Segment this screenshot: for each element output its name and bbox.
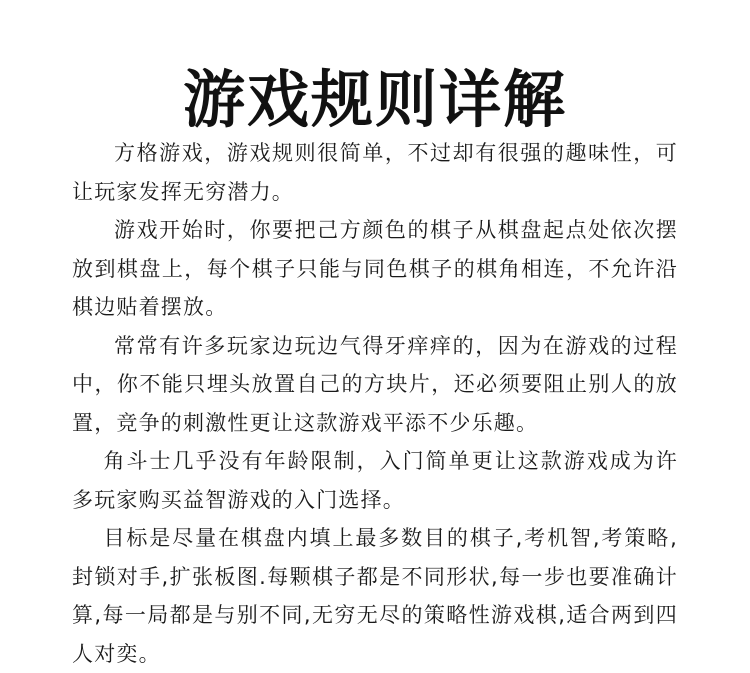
paragraph-age: 角斗士几乎没有年龄限制，入门简单更让这款游戏成为许多玩家购买益智游戏的入门选择。 — [72, 449, 678, 512]
paragraph-competition: 常常有许多玩家边玩边气得牙痒痒的，因为在游戏的过程中，你不能只埋头放置自己的方块片，还必须要阻止别人的放置，竞争的刺激性更让这款游戏平添不少乐趣。 — [72, 333, 678, 435]
paragraph-intro: 方格游戏，游戏规则很简单，不过却有很强的趣味性，可让玩家发挥无穷潜力。 — [72, 141, 678, 204]
paragraph-game-start: 游戏开始时，你要把己方颜色的棋子从棋盘起点处依次摆放到棋盘上，每个棋子只能与同色棋子的棋角相连，不允许沿棋边贴着摆放。 — [72, 218, 678, 319]
rules-body — [72, 134, 678, 673]
paragraph-goal: 目标是尽量在棋盘内填上最多数目的棋子,考机智,考策略,封锁对手,扩张板图.每颗棋子都是不同形状,每一步也要准确计算,每一局都是与别不同,无穷无尽的策略性游戏棋,适合两到四人对奕。 — [72, 526, 678, 666]
page-title: 游戏规则详解 — [182, 62, 567, 136]
